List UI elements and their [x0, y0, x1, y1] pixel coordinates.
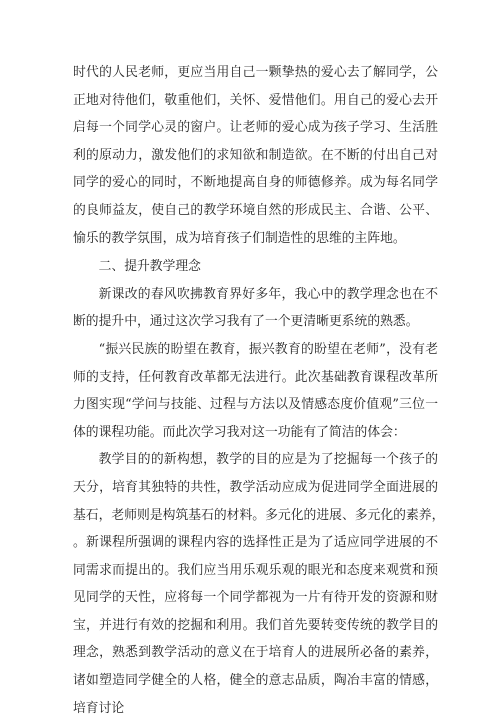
- section-heading: 二、提升教学理念: [98, 259, 201, 275]
- paragraph-new-curriculum: 新课改的春风吹拂教育界好多年，我心中的教学理念也在不断的提升中，通过这次学习我有了一个更清晰更系统的熟悉。: [73, 286, 438, 330]
- paragraph-education-hope: “振兴民族的盼望在教育，振兴教育的盼望在老师”，没有老师的支持，任何教育改革都无法进行。此次基础教育课程改革所力图实现“学问与技能、过程与方法以及情感态度价值观”三位一体的课程功能。而此次学习我对这一功能有了简洁的体会：: [73, 341, 438, 440]
- paragraph-teaching-goal: 教学目的的新构想，教学的目的应是为了挖掘每一个孩子的天分，培育其独特的共性，教学活动应成为促进同学全面进展的基石，老师则是构筑基石的材料。多元化的进展、多元化的素养，。新课程所强调的课程内容的选择性正是为了适应同学进展的不同需求而提出的。我们应当用乐观乐观的眼光和态度来观赏和预见同学的天性，应将每一个同学都视为一片有待开发的资源和财宝，并进行有效的挖掘和利用。我们首先要转变传统的教学目的理念，熟悉到教学活动的意义在于培育人的进展所必备的素养，诸如塑造同学健全的人格，健全的意志品质，陶冶丰富的情感，培育讨论: [73, 452, 438, 716]
- paragraph-teacher-love: 时代的人民老师，更应当用自己一颗挚热的爱心去了解同学，公正地对待他们，敬重他们，关怀、爱惜他们。用自己的爱心去开启每一个同学心灵的窗户。让老师的爱心成为孩子学习、生活胜利的原动力，激发他们的求知欲和制造欲。在不断的付出自己对同学的爱心的同时，不断地提高自身的师德修养。成为每名同学的良师益友，使自己的教学环境自然的形成民主、合谐、公平、愉乐的教学氛围，成为培育孩子们制造性的思维的主阵地。: [73, 65, 438, 246]
- document-body: [73, 59, 438, 722]
